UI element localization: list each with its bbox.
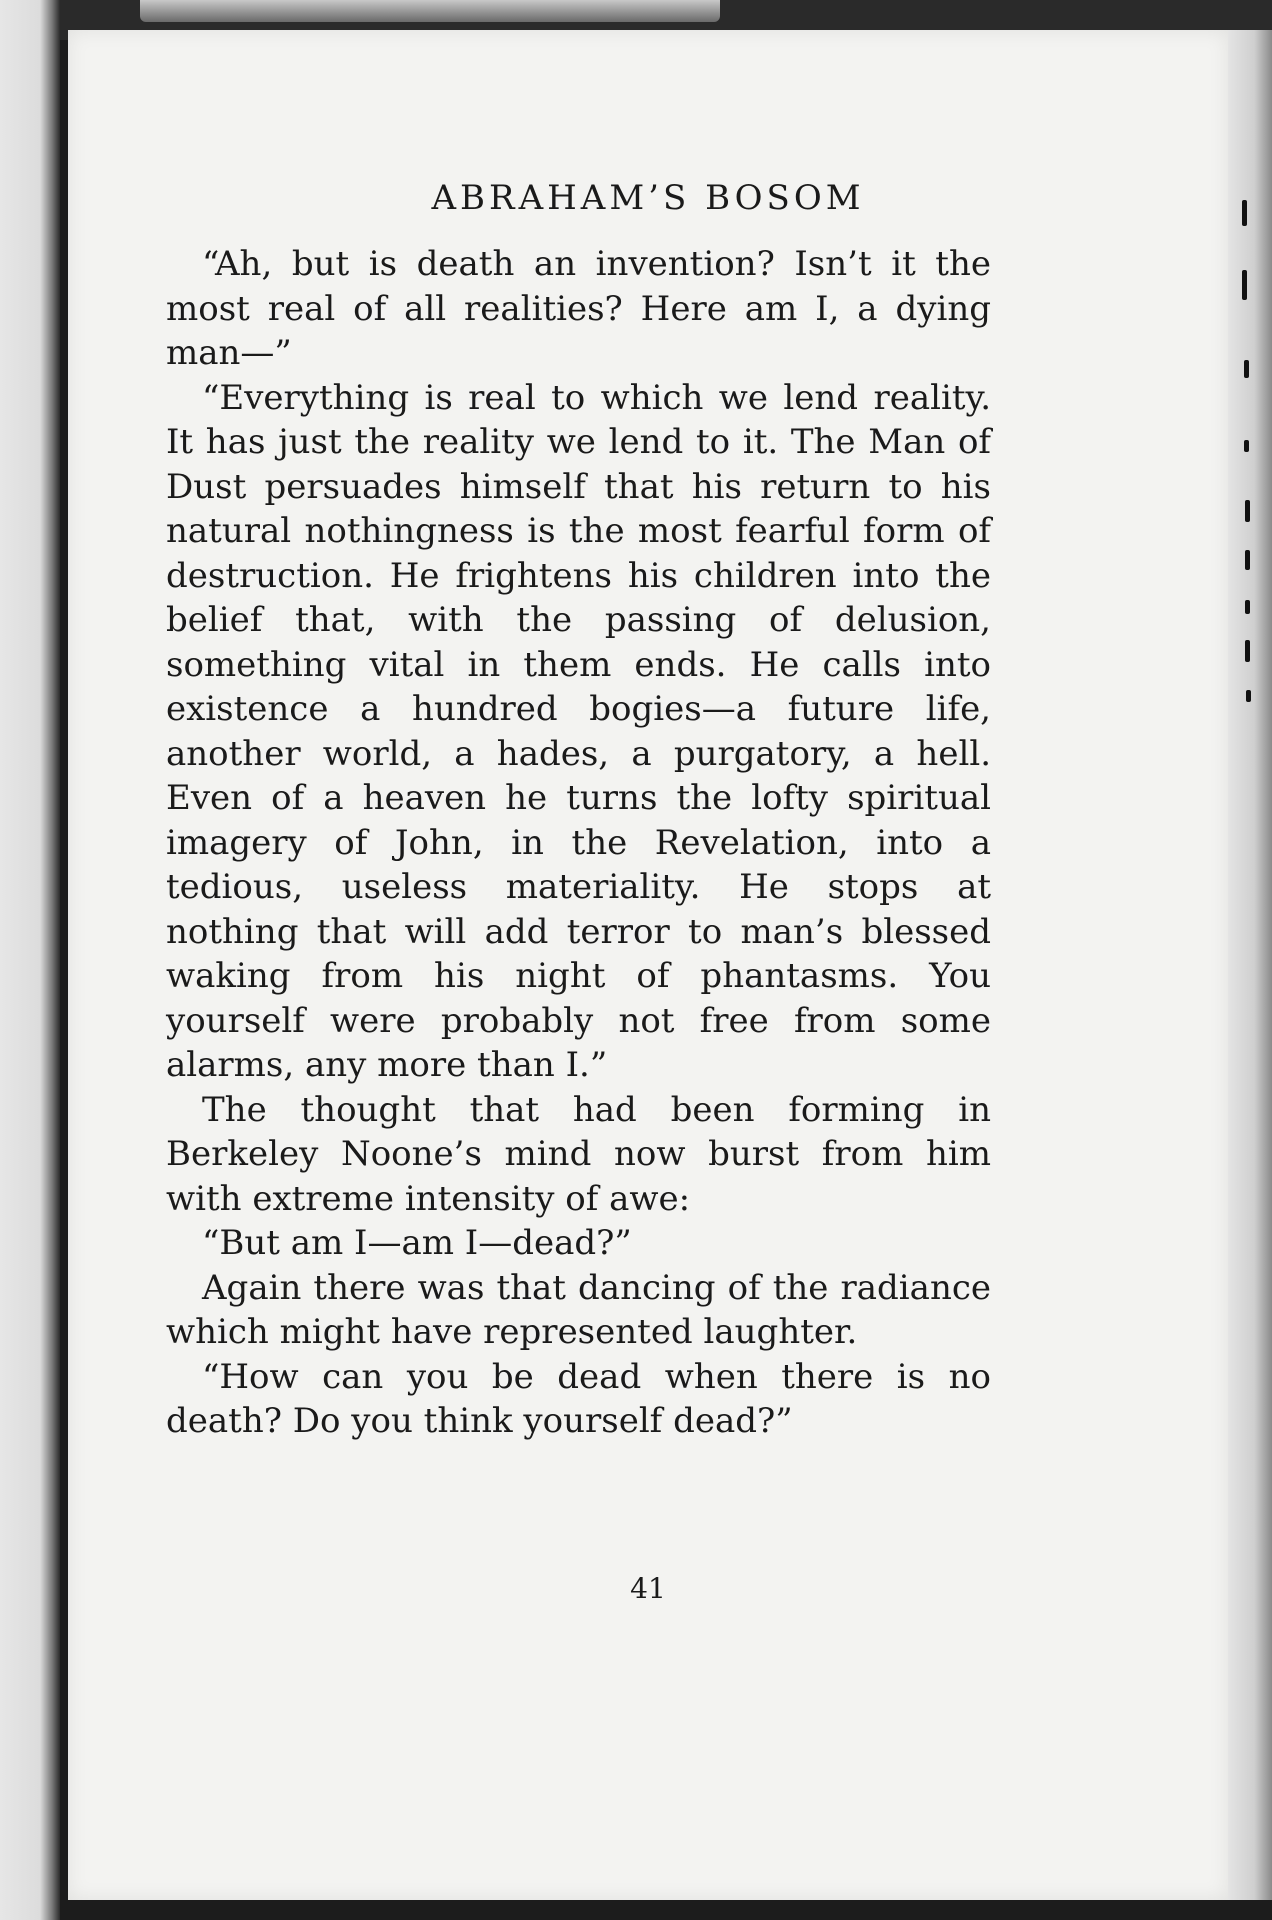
edge-mark — [1245, 640, 1250, 662]
paragraph-3: The thought that had been forming in Berkeley Noone’s mind now burst from him with extreme intensity of awe: — [166, 1089, 991, 1219]
book-page — [68, 30, 1228, 1900]
page-number: 41 — [630, 1572, 666, 1605]
running-head: ABRAHAM’S BOSOM — [431, 178, 865, 218]
facing-page-edge — [0, 0, 60, 1920]
edge-mark — [1244, 440, 1249, 452]
next-page-edge — [1228, 30, 1272, 1900]
edge-mark — [1245, 550, 1250, 570]
edge-mark — [1242, 200, 1247, 226]
page-body — [166, 242, 991, 1444]
edge-mark — [1246, 690, 1251, 702]
edge-mark — [1244, 360, 1249, 378]
paragraph-5: Again there was that dancing of the radiance which might have represented laughter. — [166, 1267, 991, 1352]
binding-edge — [140, 0, 720, 22]
paragraph-4: “But am I—am I—dead?” — [202, 1223, 632, 1263]
paragraph-1: “Ah, but is death an invention? Isn’t it the most real of all realities? Here am I, a dying man—” — [166, 244, 991, 373]
paragraph-2: “Everything is real to which we lend reality. It has just the reality we lend to it. The Man of Dust persuades himself that his return to his natural nothingness is the most fearful form of destruction. He frightens his children into the belief that, with the passing of delusion, something vital in them ends. He calls into existence a hundred bogies—a future life, another world, a hades, a purgatory, a hell. Even of a heaven he turns the lofty spiritual imagery of John, in the Revelation, into a tedious, useless materiality. He stops at nothing that will add terror to man’s blessed waking from his night of phantasms. You yourself were probably not free from some alarms, any more than I.” — [166, 377, 991, 1085]
edge-mark — [1242, 270, 1247, 300]
paragraph-6: “How can you be dead when there is no death? Do you think yourself dead?” — [166, 1356, 991, 1441]
edge-mark — [1245, 600, 1250, 614]
edge-mark — [1245, 500, 1250, 522]
